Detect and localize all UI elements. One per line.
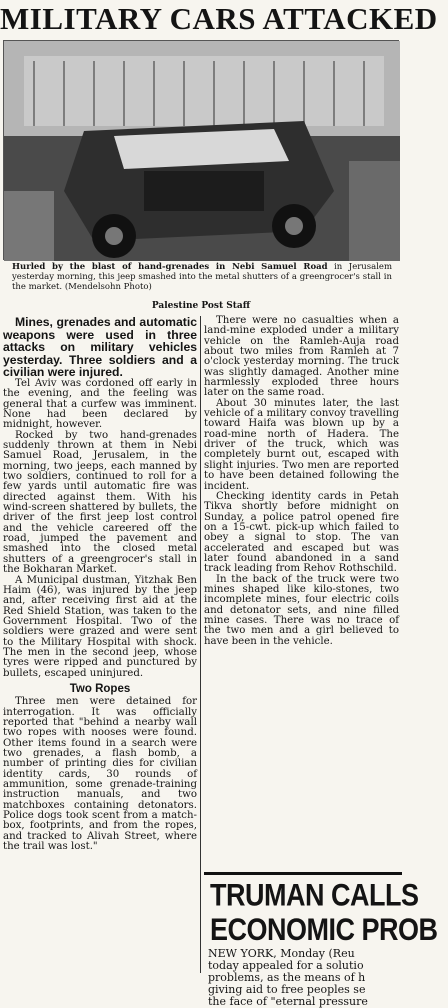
second-headline-line1: TRUMAN CALLS [210, 878, 419, 913]
caption-text: in Jerusalem yesterday morning, this jeep smashed into the metal shutters of a greengrocer's stall in the market. [12, 262, 392, 292]
headline: MILITARY CARS ATTACKED [0, 1, 438, 36]
article-paragraph: There were no casualties when a land-mine exploded under a military vehicle on the Ramleh-Auja road about two miles from Ramleh at 7 o'clock yesterday morning. The truck was slightly damaged. Another mine harmlessly exploded three hours later on the same road. [204, 315, 399, 399]
byline: Palestine Post Staff [151, 301, 251, 311]
article-lede: Mines, grenades and automatic weapons were used in three attacks on military vehicles yesterday. Three soldiers and a civilian were injured. [3, 315, 197, 380]
article-paragraph: In the back of the truck were two mines shaped like kilo-stones, two incomplete mines, four electric coils and detonator sets, and nine filled mine cases. There was no trace of the two men and a girl believed to have been in the vehicle. [204, 573, 399, 647]
news-photo-jeep-wreck [3, 40, 399, 260]
second-article-line: today appealed for a solutio [208, 959, 364, 972]
second-article-line: problems, as the means of h [208, 971, 366, 984]
second-article-line: the face of "eternal pressure [208, 995, 368, 1008]
article-paragraph: About 30 minutes later, the last vehicle of a military convoy travelling toward Haifa was blown up by a road-mine north of Hadera. The driver of the truck, which was completely burnt out, escaped with slight injuries. Two men are reported to have been detained following the incident. [204, 397, 399, 492]
article-paragraph: Three men were detained for interrogation. It was officially reported that "behind a nearby wall two ropes with nooses were found. Other items found in a search were two grenades, a flash bomb, a number of printing dies for civilian identity cards, 30 rounds of ammunition, some grenade-training instruction manuals, and two matchboxes containing detonators. Police dogs took scent from a match-box, footprints, and from the ropes, and tracked to Alivah Street, where the trail was lost." [3, 696, 197, 853]
article-column-1 [3, 316, 197, 973]
photo-caption [12, 262, 392, 292]
article-paragraph: Tel Aviv was cordoned off early in the evening, and the feeling was general that a curfew was imminent. None had been declared by midnight, however. [3, 377, 197, 431]
article-paragraph: Rocked by two hand-grenades suddenly thrown at them in Nebi Samuel Road, Jerusalem, in the morning, two jeeps, each manned by two soldiers, continued to roll for a few yards until automatic fire was directed against them. With his wind-screen shattered by bullets, the driver of the first jeep lost control and the vehicle careered off the road, jumped the pavement and smashed into the closed metal shutters of a greengrocer's stall in the Bokharan Market. [3, 429, 197, 576]
second-headline-line2: ECONOMIC PROB [210, 912, 438, 947]
second-article [204, 872, 438, 1008]
article-paragraph: A Municipal dustman, Yitzhak Ben Haim (46), was injured by the jeep and, after receiving first aid at the Red Shield Station, was taken to the Government Hospital. Two of the soldiers were grazed and were sent to the Military Hospital with shock. The men in the second jeep, whose tyres were ripped and punctured by bullets, escaped uninjured. [3, 574, 197, 679]
section-divider [204, 872, 402, 875]
second-headline [210, 878, 438, 947]
caption-lead: Hurled by the blast of hand-grenades in Nebi Samuel Road [12, 262, 328, 272]
second-article-line: giving aid to free peoples se [208, 983, 366, 996]
article-paragraph: Checking identity cards in Petah Tikva shortly before midnight on Sunday, a police patrol opened fire on a 15-cwt. pick-up which failed to obey a signal to stop. The van accelerated and escaped but was later found abandoned in a sand track leading from Rehov Rothschild. [204, 490, 399, 575]
second-article-body [208, 948, 448, 1008]
photo-credit: (Mendelsohn Photo) [64, 282, 152, 292]
second-article-line: NEW YORK, Monday (Reu [208, 947, 355, 960]
subhead: Two Ropes [69, 682, 131, 695]
column-rule [200, 316, 201, 973]
photo-illustration [4, 41, 400, 261]
article-column-2 [204, 316, 399, 866]
